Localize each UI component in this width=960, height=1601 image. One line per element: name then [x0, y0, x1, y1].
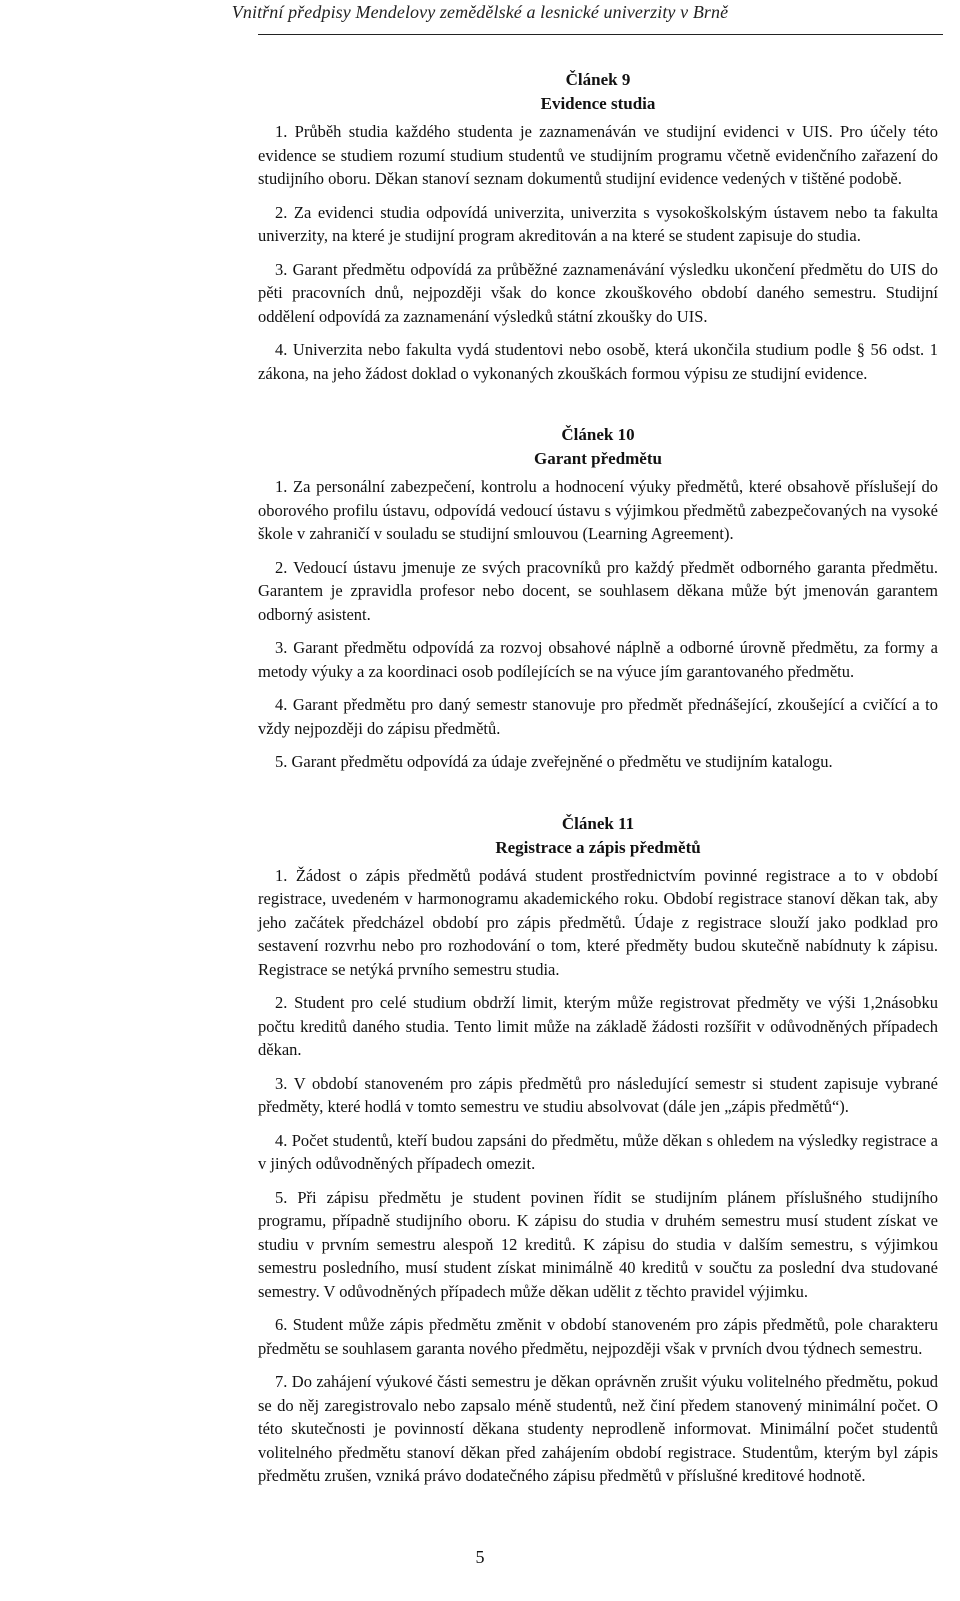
paragraph: 2. Za evidenci studia odpovídá univerzita, univerzita s vysokoškolským ústavem nebo ta fakulta univerzity, na které je studijní program akreditován a na které se student zapisuje do studia.	[258, 202, 938, 245]
paragraph: 7. Do zahájení výukové části semestru je děkan oprávněn zrušit výuku volitelného předmětu, pokud se do něj zaregistrovalo nebo zapsalo méně studentů, než činí předem stanovený minimální počet. O této skutečnosti je povinností děkana studenty neprodleně informovat. Minimální počet studentů volitelného předmětu stanoví děkan před zahájením období registrace. Studentům, kterým byl zápis předmětu zrušen, vzniká právo dodatečného zápisu předmětů v příslušné kreditové hodnotě.	[258, 1372, 938, 1485]
page-number: 5	[475, 1547, 485, 1567]
article-title: Registrace a zápis předmětů	[495, 837, 701, 857]
paragraph: 2. Student pro celé studium obdrží limit, kterým může registrovat předměty ve výši 1,2násobku počtu kreditů daného studia. Tento limit může na základě žádosti rozšířit v odůvodněných případech děkan.	[258, 993, 938, 1059]
article-number: Článek 10	[561, 425, 635, 444]
paragraph: 5. Garant předmětu odpovídá za údaje zveřejněné o předmětu ve studijním katalogu.	[275, 752, 833, 771]
paragraph: 4. Univerzita nebo fakulta vydá studentovi nebo osobě, která ukončila studium podle § 56 odst. 1 zákona, na jeho žádost doklad o vykonaných zkouškách formou výpisu ze studijní evidence.	[258, 340, 938, 383]
paragraph: 6. Student může zápis předmětu změnit v období stanoveném pro zápis předmětů, pole charakteru předmětu se souhlasem garanta nového předmětu, nejpozději však v prvních dvou týdnech semestru.	[258, 1315, 938, 1358]
header-rule	[258, 34, 943, 35]
paragraph: 3. V období stanoveném pro zápis předmětů pro následující semestr si student zapisuje vybrané předměty, které hodlá v tomto semestru ve studiu absolvovat (dále jen „zápis předmětů“).	[258, 1073, 938, 1116]
article-9	[258, 68, 938, 385]
article-10	[258, 423, 938, 774]
paragraph: 5. Při zápisu předmětu je student povinen řídit se studijním plánem příslušného studijního programu, případně studijního oboru. K zápisu do studia v druhém semestru musí student získat ve studiu v prvním semestru alespoň 12 kreditů. K zápisu do studia v dalším semestru, s výjimkou semestru posledního, musí student získat minimálně 40 kreditů v součtu za poslední dva studované semestry. V odůvodněných případech může děkan udělit z těchto pravidel výjimku.	[258, 1187, 938, 1301]
document-body	[258, 68, 938, 1498]
article-title: Evidence studia	[540, 94, 656, 113]
paragraph: 1. Průběh studia každého studenta je zaznamenáván ve studijní evidenci v UIS. Pro účely této evidence se studiem rozumí studium studentů ve studijním programu včetně evidenčního zařazení do studijního oboru. Děkan stanoví seznam dokumentů studijní evidence vedených v tištěné podobě.	[258, 122, 938, 188]
article-number: Článek 11	[561, 813, 635, 833]
running-header: Vnitřní předpisy Mendelovy zemědělské a lesnické univerzity v Brně	[231, 2, 729, 22]
paragraph: 3. Garant předmětu odpovídá za rozvoj obsahové náplně a odborné úrovně předmětu, za formy a metody výuky a za koordinaci osob podílejících se na výuce jím garantovaného předmětu.	[258, 638, 938, 681]
paragraph: 1. Za personální zabezpečení, kontrolu a hodnocení výuky předmětů, které obsahově příslušejí do oborového profilu ústavu, odpovídá vedoucí ústavu s výjimkou předmětů zabezpečovaných na vysoké škole v zahraničí v souladu se studijní smlouvou (Learning Agreement).	[258, 477, 938, 543]
paragraph: 4. Garant předmětu pro daný semestr stanovuje pro předmět přednášející, zkoušející a cvičící a to vždy nejpozději do zápisu předmětů.	[258, 695, 938, 738]
article-spacer	[258, 784, 938, 812]
article-11	[258, 812, 938, 1488]
paragraph: 3. Garant předmětu odpovídá za průběžné zaznamenávání výsledku ukončení předmětu do UIS do pěti pracovních dnů, nejpozději však do konce zkouškového období daného semestru. Studijní oddělení odpovídá za zaznamenání výsledků státní zkoušky do UIS.	[258, 259, 938, 326]
article-number: Článek 9	[565, 70, 631, 89]
paragraph: 2. Vedoucí ústavu jmenuje ze svých pracovníků pro každý předmět odborného garanta předmětu. Garantem je zpravidla profesor nebo docent, se souhlasem děkana může být jmenován garantem odborný asistent.	[258, 557, 938, 624]
paragraph: 1. Žádost o zápis předmětů podává student prostřednictvím povinné registrace a to v období registrace, uvedeném v harmonogramu akademického roku. Období registrace stanoví děkan tak, aby jeho začátek předcházel období pro zápis předmětů. Údaje z registrace slouží jako podklad pro sestavení rozvrhu nebo pro rozhodování o tom, které předměty budou skutečně nabídnuty k zápisu. Registrace se netýká prvního semestru studia.	[258, 865, 938, 979]
article-spacer	[258, 395, 938, 423]
paragraph: 4. Počet studentů, kteří budou zapsáni do předmětu, může děkan s ohledem na výsledky registrace a v jiných odůvodněných případech omezit.	[258, 1130, 938, 1173]
article-title: Garant předmětu	[534, 449, 662, 468]
